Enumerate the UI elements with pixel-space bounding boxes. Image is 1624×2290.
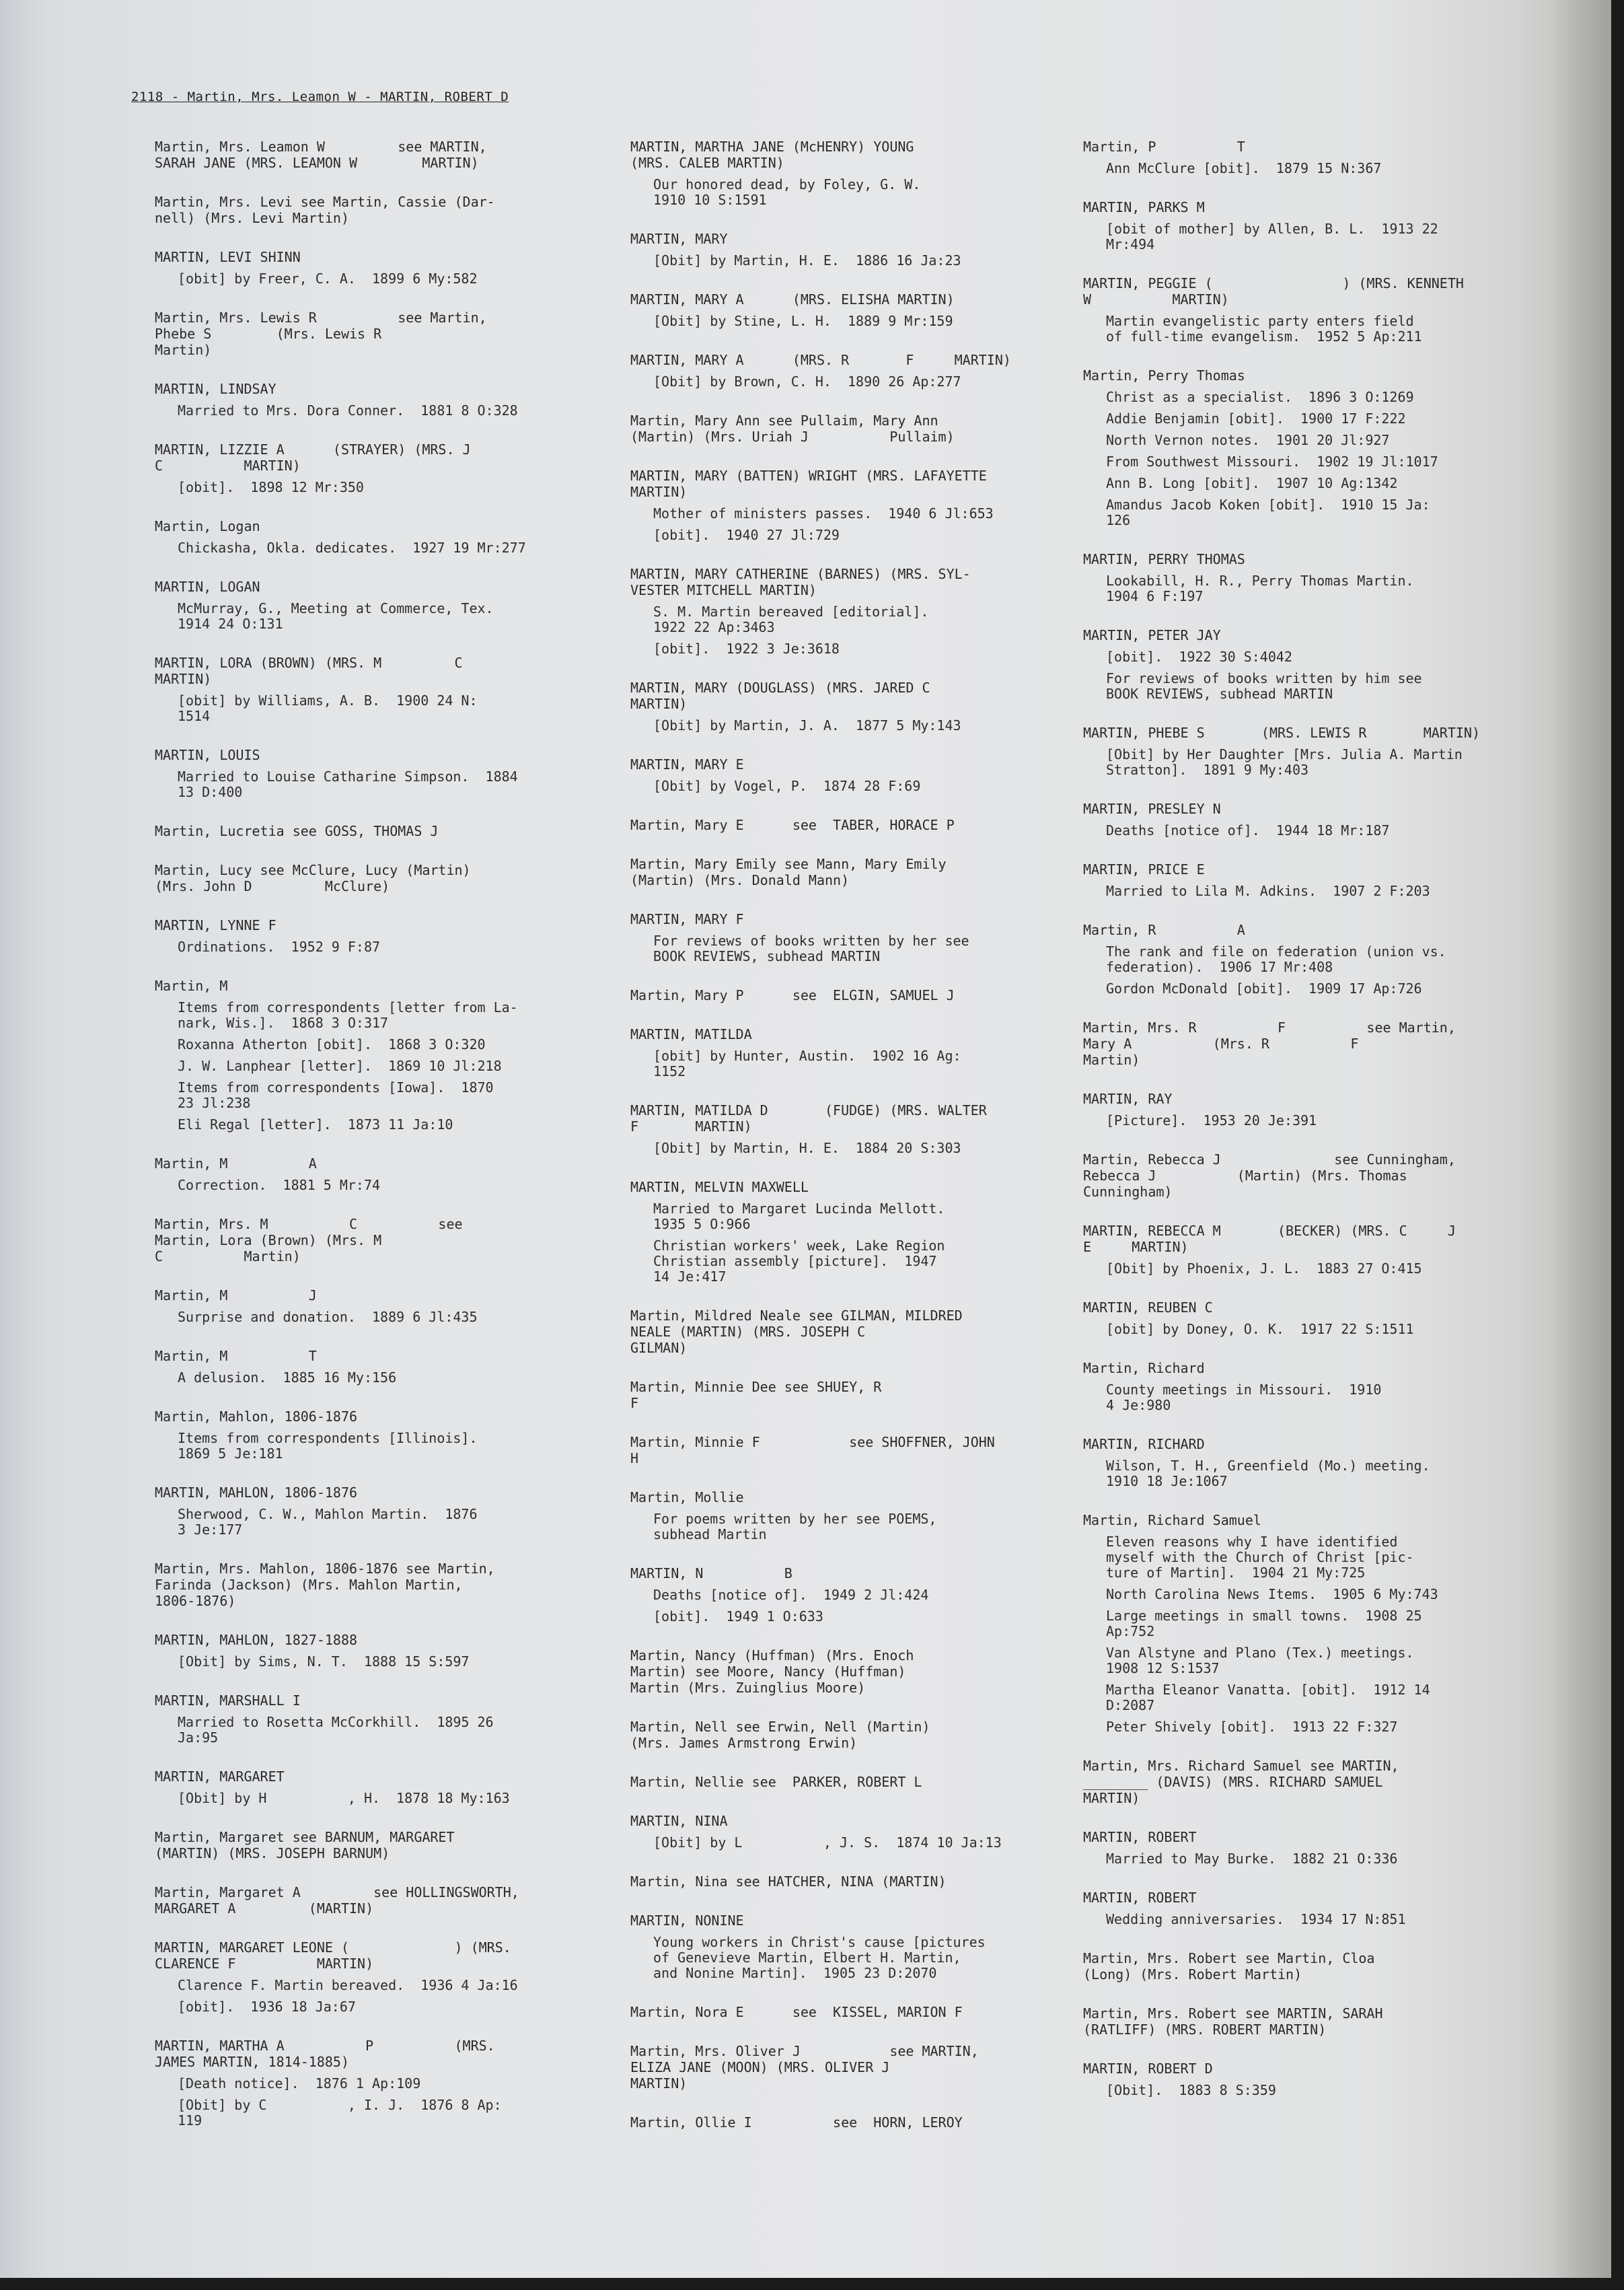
entry-heading: MARTIN, MARGARET LEONE ( ) (MRS. CLARENCE F MARTIN) — [155, 1939, 511, 1972]
index-entry — [1083, 2061, 1547, 2098]
entry-citation: For reviews of books written by him see BOOK REVIEWS, subhead MARTIN — [1106, 670, 1422, 702]
entry-citation: Sherwood, C. W., Mahlon Martin. 1876 3 Je:177 — [178, 1506, 478, 1538]
index-entry — [630, 413, 1061, 445]
index-entry — [155, 1287, 585, 1325]
entry-heading: Martin, Lucretia see GOSS, THOMAS J — [155, 823, 439, 839]
entry-heading: Martin, Minnie F see SHOFFNER, JOHN H — [630, 1434, 995, 1466]
entry-heading: MARTIN, MAHLON, 1806-1876 — [155, 1484, 358, 1501]
entry-heading: MARTIN, MARTHA JANE (McHENRY) YOUNG (MRS. CALEB MARTIN) — [630, 139, 914, 171]
index-entry — [630, 987, 1061, 1003]
entry-citation: Eli Regal [letter]. 1873 11 Ja:10 — [178, 1116, 453, 1133]
entry-heading: MARTIN, N B — [630, 1565, 792, 1581]
entry-heading: Martin, Mary Ann see Pullaim, Mary Ann (Martin) (Mrs. Uriah J Pullaim) — [630, 413, 955, 445]
index-entry — [630, 468, 1061, 543]
index-entry — [155, 518, 585, 556]
entry-citation: [Obit] by C , I. J. 1876 8 Ap: 119 — [178, 2097, 502, 2128]
entry-citation: Married to Louise Catharine Simpson. 1884 13 D:400 — [178, 768, 518, 800]
entry-citation: Large meetings in small towns. 1908 25 Ap:752 — [1106, 1608, 1422, 1639]
entry-heading: Martin, M T — [155, 1348, 317, 1364]
entry-heading: Martin, Nell see Erwin, Nell (Martin) (Mrs. James Armstrong Erwin) — [630, 1719, 930, 1751]
entry-citation: [obit] by Williams, A. B. 1900 24 N: 1514 — [178, 692, 478, 724]
entry-heading: MARTIN, MARGARET — [155, 1768, 285, 1785]
entry-citation: Amandus Jacob Koken [obit]. 1910 15 Ja: 126 — [1106, 497, 1430, 528]
index-entry — [630, 1565, 1061, 1624]
entry-citation: [Obit] by Her Daughter [Mrs. Julia A. Martin Stratton]. 1891 9 My:403 — [1106, 746, 1463, 778]
entry-heading: Martin, Mary E see TABER, HORACE P — [630, 817, 955, 833]
entry-citation: [obit]. 1922 3 Je:3618 — [653, 641, 840, 657]
entry-heading: MARTIN, REUBEN C — [1083, 1299, 1213, 1316]
index-entry — [1083, 1223, 1547, 1277]
entry-heading: MARTIN, PEGGIE ( ) (MRS. KENNETH W MARTIN) — [1083, 275, 1464, 308]
index-entry — [630, 1912, 1061, 1981]
index-entry — [630, 1719, 1061, 1751]
entry-heading: MARTIN, MARSHALL I — [155, 1692, 301, 1709]
entry-heading: Martin, Margaret A see HOLLINGSWORTH, MARGARET A (MARTIN) — [155, 1884, 519, 1917]
entry-citation: A delusion. 1885 16 My:156 — [178, 1369, 397, 1386]
entry-citation: [obit]. 1898 12 Mr:350 — [178, 479, 364, 495]
entry-heading: Martin, Mrs. Robert see Martin, Cloa (Long) (Mrs. Robert Martin) — [1083, 1950, 1375, 1982]
index-entry — [1083, 1151, 1547, 1200]
entry-heading: Martin, Mrs. Lewis R see Martin, Phebe S (Mrs. Lewis R Martin) — [155, 310, 487, 358]
index-entry — [630, 2114, 1061, 2131]
index-entry — [1083, 1436, 1547, 1489]
entry-citation: Mother of ministers passes. 1940 6 Jl:653 — [653, 505, 994, 522]
entry-citation: [Picture]. 1953 20 Je:391 — [1106, 1112, 1317, 1129]
entry-citation: Clarence F. Martin bereaved. 1936 4 Ja:16 — [178, 1977, 518, 1993]
index-entry — [630, 1434, 1061, 1466]
entry-citation: Married to May Burke. 1882 21 O:336 — [1106, 1851, 1398, 1867]
entry-citation: Married to Margaret Lucinda Mellott. 1935 5 O:966 — [653, 1201, 945, 1232]
entry-heading: MARTIN, NINA — [630, 1813, 728, 1829]
index-entry — [630, 291, 1061, 329]
entry-heading: MARTIN, MARY CATHERINE (BARNES) (MRS. SYL- VESTER MITCHELL MARTIN) — [630, 566, 971, 598]
entry-citation: Chickasha, Okla. dedicates. 1927 19 Mr:277 — [178, 540, 526, 556]
entry-heading: MARTIN, LEVI SHINN — [155, 249, 301, 265]
index-entry — [155, 1561, 585, 1609]
index-entry — [155, 310, 585, 358]
index-entry — [630, 1308, 1061, 1356]
entry-citation: Married to Rosetta McCorkhill. 1895 26 Ja:95 — [178, 1714, 494, 1746]
entry-citation: [Obit] by Martin, H. E. 1884 20 S:303 — [653, 1140, 961, 1156]
entry-heading: Martin, Mary P see ELGIN, SAMUEL J — [630, 987, 955, 1003]
entry-heading: MARTIN, MATILDA D (FUDGE) (MRS. WALTER F MARTIN) — [630, 1102, 987, 1135]
entry-heading: Martin, Mollie — [630, 1489, 744, 1505]
entry-heading: MARTIN, REBECCA M (BECKER) (MRS. C J E MARTIN) — [1083, 1223, 1456, 1255]
index-entry — [1083, 1950, 1547, 1982]
index-entry — [155, 1348, 585, 1386]
column-3 — [1083, 139, 1547, 2121]
entry-citation: Ann B. Long [obit]. 1907 10 Ag:1342 — [1106, 475, 1398, 491]
entry-heading: Martin, Nora E see KISSEL, MARION F — [630, 2004, 963, 2020]
entry-citation: Married to Lila M. Adkins. 1907 2 F:203 — [1106, 883, 1430, 899]
entry-citation: [Obit] by Stine, L. H. 1889 9 Mr:159 — [653, 313, 953, 329]
index-entry — [630, 1813, 1061, 1851]
entry-heading: Martin, Mrs. Richard Samuel see MARTIN, ________ (DAVIS) (MRS. RICHARD SAMUEL MARTIN) — [1083, 1758, 1399, 1806]
index-entry — [1083, 801, 1547, 838]
entry-heading: MARTIN, MELVIN MAXWELL — [630, 1179, 809, 1195]
entry-heading: MARTIN, ROBERT — [1083, 1829, 1197, 1845]
entry-citation: Deaths [notice of]. 1944 18 Mr:187 — [1106, 822, 1390, 838]
entry-citation: [obit]. 1949 1 O:633 — [653, 1608, 823, 1624]
entry-citation: Ann McClure [obit]. 1879 15 N:367 — [1106, 160, 1382, 176]
entry-citation: For reviews of books written by her see BOOK REVIEWS, subhead MARTIN — [653, 933, 969, 964]
index-entry — [155, 579, 585, 632]
entry-heading: Martin, Mrs. Levi see Martin, Cassie (Dar- nell) (Mrs. Levi Martin) — [155, 194, 495, 226]
entry-heading: Martin, Logan — [155, 518, 260, 534]
entry-heading: Martin, Nancy (Huffman) (Mrs. Enoch Martin) see Moore, Nancy (Huffman) Martin (Mrs. Zuinglius Moore) — [630, 1647, 914, 1696]
entry-citation: From Southwest Missouri. 1902 19 Jl:1017 — [1106, 454, 1438, 470]
index-entry — [155, 655, 585, 724]
index-entry — [155, 2038, 585, 2128]
index-entry — [155, 823, 585, 839]
column-2 — [630, 139, 1061, 2153]
index-entry — [1083, 139, 1547, 176]
index-entry — [1083, 861, 1547, 899]
entry-heading: Martin, Minnie Dee see SHUEY, R F — [630, 1379, 882, 1411]
index-entry — [155, 1155, 585, 1193]
index-entry — [630, 1102, 1061, 1156]
column-1 — [155, 139, 585, 2151]
entry-citation: [Obit] by L , J. S. 1874 10 Ja:13 — [653, 1834, 1002, 1851]
index-entry — [155, 1692, 585, 1746]
index-entry — [155, 139, 585, 171]
entry-citation: [Obit] by Vogel, P. 1874 28 F:69 — [653, 778, 921, 794]
entry-heading: MARTIN, PERRY THOMAS — [1083, 551, 1245, 567]
index-entry — [155, 1829, 585, 1861]
entry-citation: [obit of mother] by Allen, B. L. 1913 22 Mr:494 — [1106, 221, 1438, 252]
index-entry — [155, 381, 585, 419]
entry-heading: Martin, Mildred Neale see GILMAN, MILDRED NEALE (MARTIN) (MRS. JOSEPH C GILMAN) — [630, 1308, 963, 1356]
entry-heading: MARTIN, MARY F — [630, 911, 744, 927]
index-entry — [155, 249, 585, 287]
entry-heading: Martin, M A — [155, 1155, 317, 1172]
entry-heading: MARTIN, PHEBE S (MRS. LEWIS R MARTIN) — [1083, 725, 1481, 741]
index-entry — [1083, 1890, 1547, 1927]
entry-citation: Correction. 1881 5 Mr:74 — [178, 1177, 381, 1193]
entry-citation: Our honored dead, by Foley, G. W. 1910 10 S:1591 — [653, 176, 921, 208]
entry-citation: Van Alstyne and Plano (Tex.) meetings. 1908 12 S:1537 — [1106, 1645, 1414, 1676]
entry-citation: North Carolina News Items. 1905 6 My:743 — [1106, 1586, 1438, 1602]
entry-heading: MARTIN, MARY E — [630, 756, 744, 773]
index-entry — [155, 747, 585, 800]
entry-citation: [Obit] by Brown, C. H. 1890 26 Ap:277 — [653, 373, 961, 390]
index-entry — [1083, 1019, 1547, 1068]
index-entry — [1083, 2005, 1547, 2038]
entry-citation: Wilson, T. H., Greenfield (Mo.) meeting. 1910 18 Je:1067 — [1106, 1458, 1430, 1489]
entry-citation: Eleven reasons why I have identified myself with the Church of Christ [pic- ture of Martin]. 1904 21 My:725 — [1106, 1534, 1414, 1581]
entry-heading: MARTIN, MATILDA — [630, 1026, 752, 1042]
entry-citation: [Obit] by Martin, H. E. 1886 16 Ja:23 — [653, 252, 961, 269]
entry-heading: Martin, Mrs. R F see Martin, Mary A (Mrs. R F Martin) — [1083, 1019, 1456, 1068]
entry-heading: MARTIN, MARY (BATTEN) WRIGHT (MRS. LAFAYETTE MARTIN) — [630, 468, 987, 500]
index-entry — [155, 1632, 585, 1670]
index-entry — [630, 1647, 1061, 1696]
index-entry — [155, 194, 585, 226]
entry-heading: MARTIN, LORA (BROWN) (MRS. M C MARTIN) — [155, 655, 463, 687]
entry-heading: Martin, Ollie I see HORN, LEROY — [630, 2114, 963, 2131]
entry-citation: Martha Eleanor Vanatta. [obit]. 1912 14 D:2087 — [1106, 1682, 1430, 1713]
index-entry — [630, 566, 1061, 657]
entry-heading: MARTIN, MARY A (MRS. R F MARTIN) — [630, 352, 1011, 368]
index-entry — [155, 1768, 585, 1806]
index-entry — [1083, 627, 1547, 702]
entry-citation: [Obit] by Martin, J. A. 1877 5 My:143 — [653, 717, 961, 733]
index-entry — [155, 862, 585, 894]
entry-heading: Martin, Richard Samuel — [1083, 1512, 1261, 1528]
index-entry — [155, 978, 585, 1133]
index-entry — [1083, 199, 1547, 252]
index-entry — [1083, 367, 1547, 528]
entry-citation: Christian workers' week, Lake Region Christian assembly [picture]. 1947 14 Je:417 — [653, 1238, 945, 1285]
index-entry — [155, 1484, 585, 1538]
entry-heading: MARTIN, RICHARD — [1083, 1436, 1205, 1452]
entry-citation: Items from correspondents [Iowa]. 1870 23 Jl:238 — [178, 1079, 494, 1111]
index-entry — [155, 1408, 585, 1462]
index-entry — [155, 1216, 585, 1264]
entry-citation: [Death notice]. 1876 1 Ap:109 — [178, 2075, 421, 2091]
entry-citation: Items from correspondents [letter from La- nark, Wis.]. 1868 3 O:317 — [178, 999, 518, 1031]
entry-citation: Addie Benjamin [obit]. 1900 17 F:222 — [1106, 410, 1406, 427]
entry-citation: Gordon McDonald [obit]. 1909 17 Ap:726 — [1106, 980, 1422, 997]
index-entry — [155, 1939, 585, 2015]
entry-citation: [obit] by Hunter, Austin. 1902 16 Ag: 1152 — [653, 1048, 961, 1079]
index-entry — [630, 1026, 1061, 1079]
index-entry — [155, 1884, 585, 1917]
index-entry — [630, 911, 1061, 964]
entry-heading: MARTIN, LOGAN — [155, 579, 260, 595]
entry-citation: [obit] by Doney, O. K. 1917 22 S:1511 — [1106, 1321, 1414, 1337]
entry-heading: Martin, R A — [1083, 922, 1245, 938]
index-entry — [630, 1774, 1061, 1790]
entry-heading: Martin, M — [155, 978, 228, 994]
entry-heading: Martin, Perry Thomas — [1083, 367, 1245, 384]
entry-heading: MARTIN, MARTHA A P (MRS. JAMES MARTIN, 1814-1885) — [155, 2038, 495, 2070]
entry-citation: The rank and file on federation (union vs. federation). 1906 17 Mr:408 — [1106, 943, 1446, 975]
index-entry — [630, 680, 1061, 733]
entry-heading: MARTIN, PETER JAY — [1083, 627, 1221, 643]
entry-heading: Martin, Mrs. M C see Martin, Lora (Brown) (Mrs. M C Martin) — [155, 1216, 463, 1264]
entry-citation: County meetings in Missouri. 1910 4 Je:980 — [1106, 1382, 1382, 1413]
entry-citation: Peter Shively [obit]. 1913 22 F:327 — [1106, 1719, 1398, 1735]
entry-heading: MARTIN, PARKS M — [1083, 199, 1205, 215]
entry-heading: Martin, Mahlon, 1806-1876 — [155, 1408, 358, 1425]
entry-citation: Martin evangelistic party enters field of full-time evangelism. 1952 5 Ap:211 — [1106, 313, 1422, 345]
entry-citation: McMurray, G., Meeting at Commerce, Tex. 1914 24 O:131 — [178, 600, 494, 632]
entry-heading: MARTIN, LYNNE F — [155, 917, 276, 933]
entry-heading: Martin, Lucy see McClure, Lucy (Martin) (Mrs. John D McClure) — [155, 862, 471, 894]
entry-citation: Wedding anniversaries. 1934 17 N:851 — [1106, 1911, 1406, 1927]
entry-heading: MARTIN, MAHLON, 1827-1888 — [155, 1632, 358, 1648]
index-entry — [1083, 922, 1547, 997]
index-entry — [630, 856, 1061, 888]
index-entry — [1083, 551, 1547, 604]
entry-citation: [obit]. 1936 18 Ja:67 — [178, 1999, 356, 2015]
index-entry — [630, 2004, 1061, 2020]
running-header: 2118 - Martin, Mrs. Leamon W - MARTIN, ROBERT D — [131, 90, 509, 104]
entry-heading: Martin, Nellie see PARKER, ROBERT L — [630, 1774, 922, 1790]
entry-heading: MARTIN, MARY (DOUGLASS) (MRS. JARED C MARTIN) — [630, 680, 930, 712]
entry-citation: [Obit] by H , H. 1878 18 My:163 — [178, 1790, 510, 1806]
entry-citation: [obit]. 1922 30 S:4042 — [1106, 649, 1292, 665]
index-entry — [630, 756, 1061, 794]
entry-citation: Deaths [notice of]. 1949 2 Jl:424 — [653, 1587, 929, 1603]
entry-heading: MARTIN, PRESLEY N — [1083, 801, 1221, 817]
entry-heading: MARTIN, LINDSAY — [155, 381, 276, 397]
index-entry — [630, 352, 1061, 390]
index-entry — [1083, 1512, 1547, 1735]
entry-heading: MARTIN, MARY A (MRS. ELISHA MARTIN) — [630, 291, 955, 308]
entry-citation: Christ as a specialist. 1896 3 O:1269 — [1106, 389, 1414, 405]
entry-citation: [Obit] by Phoenix, J. L. 1883 27 O:415 — [1106, 1260, 1422, 1277]
index-entry — [630, 1379, 1061, 1411]
entry-heading: Martin, Nina see HATCHER, NINA (MARTIN) — [630, 1873, 947, 1890]
index-entry — [1083, 1360, 1547, 1413]
entry-citation: Lookabill, H. R., Perry Thomas Martin. 1904 6 F:197 — [1106, 573, 1414, 604]
index-entry — [630, 1489, 1061, 1542]
entry-heading: Martin, Mrs. Oliver J see MARTIN, ELIZA JANE (MOON) (MRS. OLIVER J MARTIN) — [630, 2043, 979, 2091]
entry-citation: North Vernon notes. 1901 20 Jl:927 — [1106, 432, 1390, 448]
entry-citation: Married to Mrs. Dora Conner. 1881 8 O:328 — [178, 402, 518, 419]
entry-heading: MARTIN, LOUIS — [155, 747, 260, 763]
entry-citation: [obit]. 1940 27 Jl:729 — [653, 527, 840, 543]
index-entry — [630, 139, 1061, 208]
entry-citation: [Obit] by Sims, N. T. 1888 15 S:597 — [178, 1653, 470, 1670]
index-entry — [630, 1179, 1061, 1285]
entry-heading: Martin, Mrs. Robert see MARTIN, SARAH (RATLIFF) (MRS. ROBERT MARTIN) — [1083, 2005, 1383, 2038]
entry-heading: Martin, Rebecca J see Cunningham, Rebecca J (Martin) (Mrs. Thomas Cunningham) — [1083, 1151, 1456, 1200]
entry-heading: Martin, P T — [1083, 139, 1245, 155]
index-entry — [630, 231, 1061, 269]
entry-citation: [obit] by Freer, C. A. 1899 6 My:582 — [178, 271, 478, 287]
entry-heading: MARTIN, PRICE E — [1083, 861, 1205, 878]
entry-heading: Martin, Margaret see BARNUM, MARGARET (MARTIN) (MRS. JOSEPH BARNUM) — [155, 1829, 455, 1861]
entry-heading: MARTIN, MARY — [630, 231, 728, 247]
entry-heading: MARTIN, LIZZIE A (STRAYER) (MRS. J C MARTIN) — [155, 441, 471, 474]
index-entry — [1083, 1758, 1547, 1806]
index-entry — [1083, 1091, 1547, 1129]
entry-heading: Martin, M J — [155, 1287, 317, 1303]
entry-heading: MARTIN, ROBERT — [1083, 1890, 1197, 1906]
entry-citation: [Obit]. 1883 8 S:359 — [1106, 2082, 1276, 2098]
index-entry — [1083, 275, 1547, 345]
entry-citation: J. W. Lanphear [letter]. 1869 10 Jl:218 — [178, 1058, 502, 1074]
entry-citation: Ordinations. 1952 9 F:87 — [178, 939, 381, 955]
entry-heading: MARTIN, RAY — [1083, 1091, 1173, 1107]
index-entry — [155, 917, 585, 955]
index-entry — [630, 1873, 1061, 1890]
entry-heading: MARTIN, ROBERT D — [1083, 2061, 1213, 2077]
entry-citation: For poems written by her see POEMS, subhead Martin — [653, 1511, 937, 1542]
index-entry — [1083, 1299, 1547, 1337]
index-entry — [1083, 725, 1547, 778]
index-entry — [155, 441, 585, 495]
entry-citation: Roxanna Atherton [obit]. 1868 3 O:320 — [178, 1036, 486, 1052]
index-entry — [1083, 1829, 1547, 1867]
entry-citation: S. M. Martin bereaved [editorial]. 1922 22 Ap:3463 — [653, 604, 929, 635]
entry-heading: Martin, Mrs. Mahlon, 1806-1876 see Martin, Farinda (Jackson) (Mrs. Mahlon Martin, 1806-1876) — [155, 1561, 495, 1609]
entry-heading: MARTIN, NONINE — [630, 1912, 744, 1929]
entry-citation: Surprise and donation. 1889 6 Jl:435 — [178, 1309, 478, 1325]
entry-heading: Martin, Richard — [1083, 1360, 1205, 1376]
entry-heading: Martin, Mary Emily see Mann, Mary Emily (Martin) (Mrs. Donald Mann) — [630, 856, 947, 888]
entry-citation: Items from correspondents [Illinois]. 1869 5 Je:181 — [178, 1430, 478, 1462]
index-entry — [630, 817, 1061, 833]
entry-heading: Martin, Mrs. Leamon W see MARTIN, SARAH JANE (MRS. LEAMON W MARTIN) — [155, 139, 487, 171]
entry-citation: Young workers in Christ's cause [pictures of Genevieve Martin, Elbert H. Martin, and Nonine Martin]. 1905 23 D:2070 — [653, 1934, 986, 1981]
index-entry — [630, 2043, 1061, 2091]
